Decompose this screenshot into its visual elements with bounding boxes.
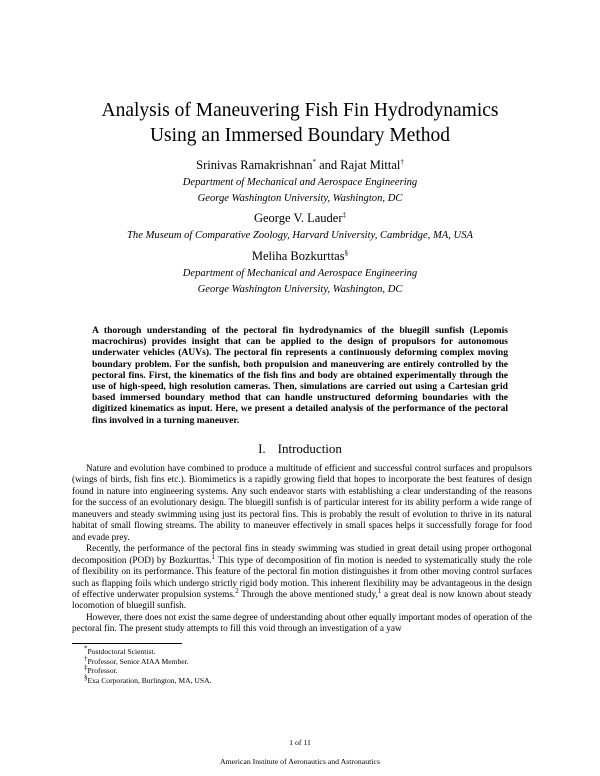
- footnote: [72, 663, 532, 676]
- author-names: [60, 248, 540, 264]
- paper-title: [40, 98, 560, 148]
- affiliation-institution: The Museum of Comparative Zoology, Harvard University, Cambridge, MA, USA: [127, 230, 473, 241]
- paragraph-text: a great deal is now known about steady locomotion of bluegill sunfish.: [72, 589, 532, 612]
- paragraph: However, there does not exist the same degree of understanding about other equally important modes of operation of the pectoral fin. The present study attempts to fill this void through an investigation of a yaw: [72, 612, 532, 635]
- title-line-1: Analysis of Maneuvering Fish Fin Hydrodynamics: [101, 100, 499, 121]
- citation-ref: 2: [235, 586, 239, 595]
- author-name: Srinivas Ramakrishnan: [196, 158, 313, 172]
- section-title: Introduction: [277, 441, 342, 456]
- paragraph-text: This type of decomposition of fin motion is needed to systematically study the role of flexibility on its performance. This feature of the pectoral fin motion distinguishes it from other moving control surfaces such as flapping foils which undergo strictly rigid body motion. This inherent flexibility may be advantageous in the design of effective underwater propulsion systems.: [72, 555, 532, 600]
- page-number: 1 of 11: [289, 738, 311, 747]
- footnotes: [72, 644, 532, 685]
- paragraph: Nature and evolution have combined to produce a multitude of efficient and successful control surfaces and propulsors (wings of birds, fish fins etc.). Biomimetics is a rapidly growing field that hopes to incorporate the best features of design found in nature into engineering systems. Any such endeavor starts with establishing a clear understanding of the reasons for the success of an evolutionary design. The bluegill sunfish is of particular interest for its ability perform a wide range of maneuvers and steady swimming using just its pectoral fins. This is probably the result of evolution to thrive in its natural habitat of small flowing streams. The ability to maneuver effectively in small spaces helps it successfully forage for food and evade prey.: [72, 464, 532, 543]
- footnote-mark: †: [84, 654, 88, 663]
- author-names: [60, 157, 540, 173]
- body-text: [72, 464, 532, 636]
- footnote-text: Professor.: [87, 666, 118, 676]
- footnote-divider: [72, 643, 182, 644]
- footnote-text: Postdoctoral Scientist.: [87, 647, 156, 656]
- paragraph: [72, 544, 532, 613]
- footnote-mark: §: [344, 248, 349, 257]
- footnote-mark: ‡: [84, 663, 88, 672]
- footnote: [72, 673, 532, 686]
- paragraph-text: Through the above mentioned study,: [238, 589, 378, 600]
- footnote-mark: †: [400, 157, 404, 166]
- author-block-1: [60, 157, 540, 206]
- paragraph-text: Recently, the performance of the pectoral fins in steady swimming was studied in great detail using proper orthogonal decomposition (POD) by Bozkurttas.: [72, 544, 532, 566]
- author-name: Meliha Bozkurttas: [251, 249, 345, 263]
- title-line-2: Using an Immersed Boundary Method: [149, 125, 451, 146]
- footnote-text: Professor, Senior AIAA Member.: [87, 656, 189, 666]
- publisher-footer: American Institute of Aeronautics and Astronautics: [219, 757, 380, 766]
- affiliation-department: Department of Mechanical and Aerospace Engineering: [182, 177, 418, 188]
- footnote-mark: ‡: [342, 210, 347, 219]
- footnote: [72, 654, 532, 667]
- author-name: Rajat Mittal: [340, 158, 401, 172]
- author-name: George V. Lauder: [253, 211, 343, 225]
- footnote-text: Exa Corporation, Burlington, MA, USA.: [87, 675, 212, 685]
- footnote-mark: *: [312, 157, 316, 166]
- abstract: A thorough understanding of the pectoral fin hydrodynamics of the bluegill sunfish (Lepomis macrochirus) provides insight that can be applied to the design of propulsors for autonomous underwater vehicles (AUVs). The pectoral fin represents a continuously deforming complex moving boundary problem. For the sunfish, both propulsion and maneuvering are entirely controlled by the pectoral fins. First, the kinematics of the fish fins and body are obtained experimentally through the use of high-speed, high resolution cameras. Then, simulations are carried out using a Cartesian grid based immersed boundary method that can handle unstructured deforming boundaries with the digitized kinematics as input. Here, we present a detailed analysis of the performance of the pectoral fins involved in a turning maneuver.: [92, 325, 508, 426]
- footnote: [72, 644, 532, 657]
- citation-ref: 1: [211, 552, 215, 561]
- section-number: I.: [258, 441, 266, 456]
- author-joiner: and: [315, 158, 341, 172]
- footnote-mark: *: [84, 644, 88, 653]
- section-heading: [60, 441, 540, 457]
- author-block-2: [60, 210, 540, 243]
- citation-ref: 1: [377, 586, 382, 595]
- footnote-mark: §: [84, 673, 88, 682]
- affiliation-institution: George Washington University, Washington, DC: [197, 284, 403, 295]
- author-names: [60, 210, 540, 226]
- affiliation-institution: George Washington University, Washington, DC: [197, 193, 403, 204]
- author-block-3: [60, 248, 540, 297]
- affiliation-department: Department of Mechanical and Aerospace Engineering: [182, 268, 418, 279]
